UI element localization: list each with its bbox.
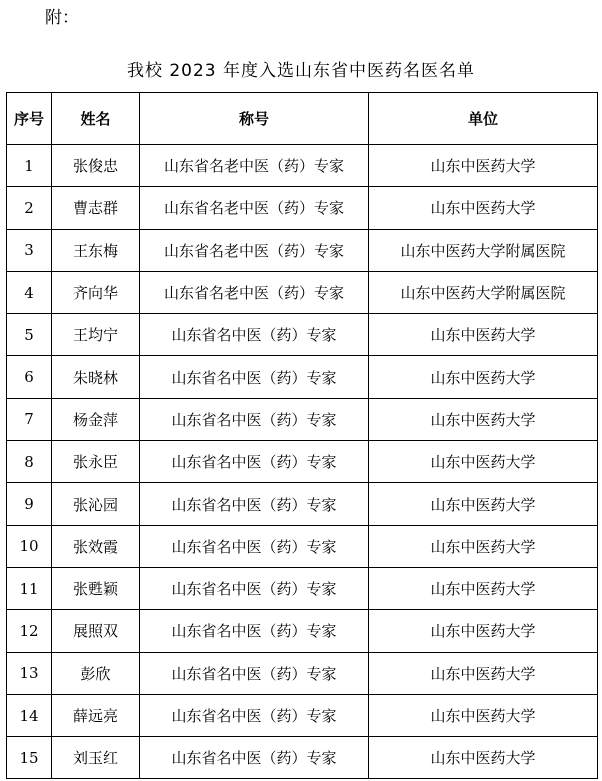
- table-row: [7, 610, 598, 652]
- table-row: [7, 398, 598, 440]
- table-row: [7, 567, 598, 609]
- cell-title: 山东省名中医（药）专家: [140, 567, 369, 609]
- roster-table: [6, 92, 598, 779]
- table-header-row: [7, 93, 598, 145]
- header-index: 序号: [7, 93, 52, 145]
- cell-unit: 山东中医药大学附属医院: [369, 229, 598, 271]
- cell-index: 12: [7, 610, 52, 652]
- table-row: [7, 483, 598, 525]
- cell-title: 山东省名中医（药）专家: [140, 525, 369, 567]
- header-title: 称号: [140, 93, 369, 145]
- cell-index: 10: [7, 525, 52, 567]
- cell-title: 山东省名中医（药）专家: [140, 398, 369, 440]
- cell-name: 张甦颖: [52, 567, 140, 609]
- cell-index: 13: [7, 652, 52, 694]
- cell-name: 刘玉红: [52, 737, 140, 779]
- header-name: 姓名: [52, 93, 140, 145]
- table-row: [7, 525, 598, 567]
- cell-name: 曹志群: [52, 187, 140, 229]
- cell-name: 朱晓林: [52, 356, 140, 398]
- cell-unit: 山东中医药大学: [369, 441, 598, 483]
- cell-unit: 山东中医药大学: [369, 567, 598, 609]
- cell-index: 8: [7, 441, 52, 483]
- table-row: [7, 356, 598, 398]
- cell-title: 山东省名老中医（药）专家: [140, 187, 369, 229]
- cell-name: 齐向华: [52, 271, 140, 313]
- cell-title: 山东省名中医（药）专家: [140, 737, 369, 779]
- cell-name: 展照双: [52, 610, 140, 652]
- cell-name: 薛远亮: [52, 694, 140, 736]
- cell-index: 5: [7, 314, 52, 356]
- cell-index: 9: [7, 483, 52, 525]
- cell-unit: 山东中医药大学: [369, 356, 598, 398]
- cell-name: 王均宁: [52, 314, 140, 356]
- table-row: [7, 652, 598, 694]
- cell-title: 山东省名中医（药）专家: [140, 441, 369, 483]
- cell-unit: 山东中医药大学: [369, 398, 598, 440]
- cell-unit: 山东中医药大学: [369, 694, 598, 736]
- cell-title: 山东省名老中医（药）专家: [140, 145, 369, 187]
- cell-unit: 山东中医药大学: [369, 525, 598, 567]
- cell-unit: 山东中医药大学: [369, 737, 598, 779]
- cell-unit: 山东中医药大学: [369, 652, 598, 694]
- cell-unit: 山东中医药大学: [369, 145, 598, 187]
- table-row: [7, 314, 598, 356]
- table-row: [7, 737, 598, 779]
- cell-index: 11: [7, 567, 52, 609]
- cell-title: 山东省名中医（药）专家: [140, 652, 369, 694]
- cell-index: 14: [7, 694, 52, 736]
- cell-index: 2: [7, 187, 52, 229]
- table-row: [7, 694, 598, 736]
- cell-index: 3: [7, 229, 52, 271]
- table-row: [7, 441, 598, 483]
- cell-index: 1: [7, 145, 52, 187]
- cell-name: 张俊忠: [52, 145, 140, 187]
- table-row: [7, 271, 598, 313]
- table-row: [7, 229, 598, 271]
- cell-unit: 山东中医药大学: [369, 483, 598, 525]
- cell-name: 张沁园: [52, 483, 140, 525]
- cell-name: 彭欣: [52, 652, 140, 694]
- table-row: [7, 187, 598, 229]
- cell-unit: 山东中医药大学: [369, 314, 598, 356]
- cell-index: 15: [7, 737, 52, 779]
- cell-name: 张效霞: [52, 525, 140, 567]
- cell-title: 山东省名中医（药）专家: [140, 610, 369, 652]
- table-body: [7, 145, 598, 779]
- table-row: [7, 145, 598, 187]
- cell-unit: 山东中医药大学附属医院: [369, 271, 598, 313]
- cell-name: 杨金萍: [52, 398, 140, 440]
- cell-unit: 山东中医药大学: [369, 610, 598, 652]
- page-title: 我校 2023 年度入选山东省中医药名医名单: [126, 61, 476, 81]
- cell-unit: 山东中医药大学: [369, 187, 598, 229]
- cell-name: 张永臣: [52, 441, 140, 483]
- cell-name: 王东梅: [52, 229, 140, 271]
- cell-title: 山东省名中医（药）专家: [140, 356, 369, 398]
- cell-title: 山东省名中医（药）专家: [140, 483, 369, 525]
- header-unit: 单位: [369, 93, 598, 145]
- cell-title: 山东省名中医（药）专家: [140, 694, 369, 736]
- cell-index: 4: [7, 271, 52, 313]
- cell-index: 6: [7, 356, 52, 398]
- cell-title: 山东省名中医（药）专家: [140, 314, 369, 356]
- attachment-label: 附：: [45, 8, 79, 28]
- cell-title: 山东省名老中医（药）专家: [140, 229, 369, 271]
- cell-index: 7: [7, 398, 52, 440]
- cell-title: 山东省名老中医（药）专家: [140, 271, 369, 313]
